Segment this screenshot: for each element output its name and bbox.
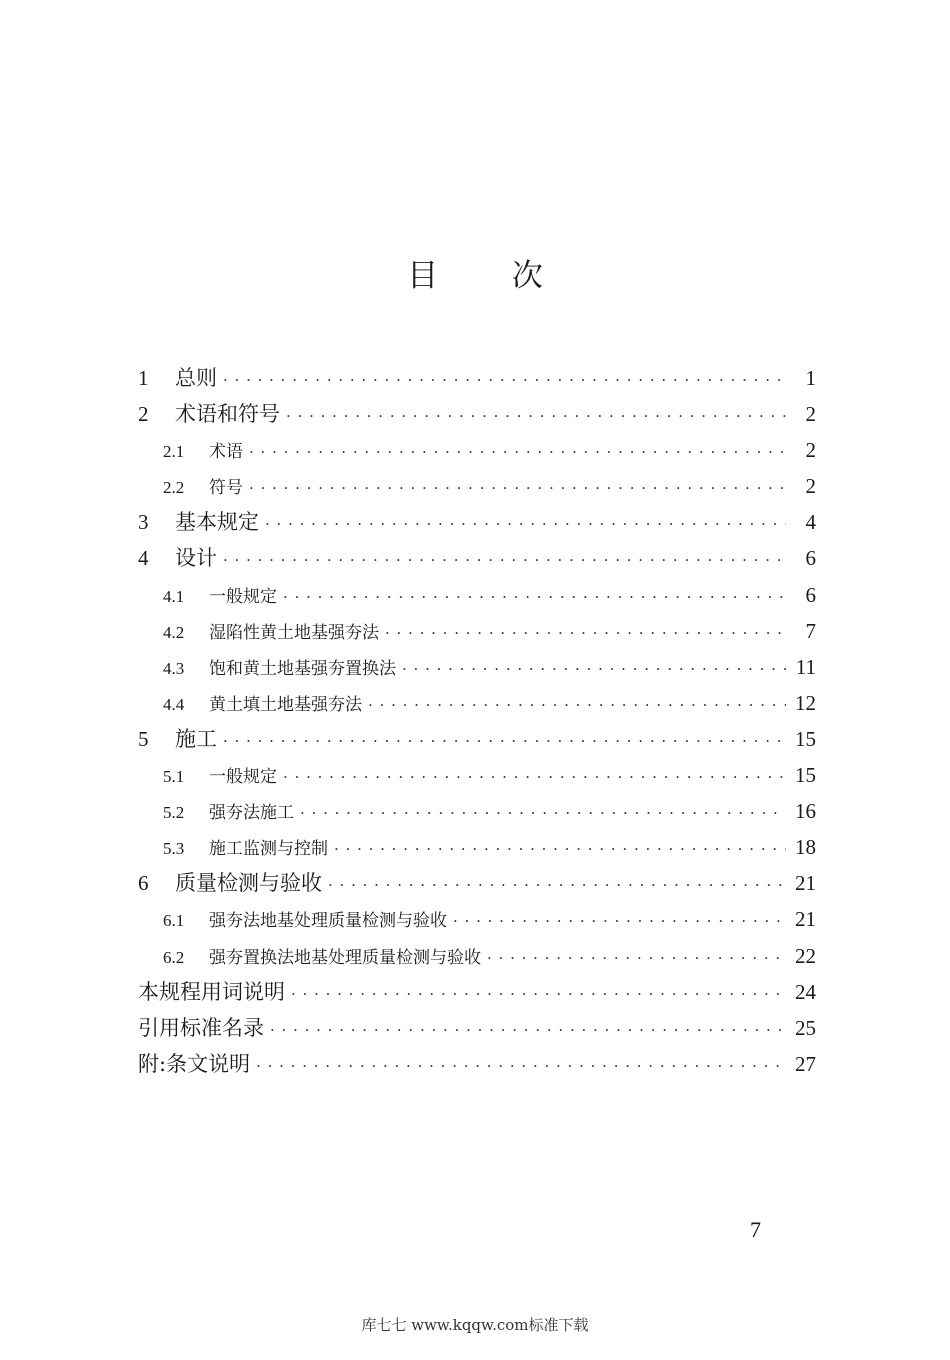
dot-leader <box>223 542 786 578</box>
toc-entry-3[interactable] <box>138 504 816 540</box>
toc-entry-1[interactable] <box>138 360 816 396</box>
toc-entry-title: 一般规定 <box>209 767 277 788</box>
dot-leader <box>487 940 786 976</box>
toc-entry-number: 1 <box>138 366 149 390</box>
toc-entry-title: 施工监测与控制 <box>209 839 328 860</box>
toc-entry-page: 7 <box>805 618 816 643</box>
page-title: 目 次 <box>407 258 575 294</box>
toc-entry-number: 6.2 <box>163 947 185 967</box>
toc-entry-title: 基本规定 <box>175 510 259 535</box>
toc-entry-4-3[interactable] <box>138 649 816 685</box>
toc-entry-number: 4.3 <box>163 658 185 678</box>
toc-entry-title: 术语 <box>209 442 243 463</box>
toc-entry-page: 12 <box>795 690 816 715</box>
dot-leader <box>291 976 786 1012</box>
toc-entry-5-1[interactable] <box>138 757 816 793</box>
toc-entry-title: 质量检测与验收 <box>175 871 322 896</box>
toc-entry-4-1[interactable] <box>138 577 816 613</box>
toc-entry-title: 湿陷性黄土地基强夯法 <box>209 622 379 643</box>
dot-leader <box>286 398 786 434</box>
toc-entry-title: 符号 <box>209 478 243 499</box>
toc-entry-title: 本规程用词说明 <box>138 979 285 1004</box>
toc-entry-number: 5.2 <box>163 803 185 823</box>
toc-entry-page: 2 <box>805 438 816 463</box>
toc-entry-5[interactable] <box>138 721 816 757</box>
toc-entry-title: 术语和符号 <box>175 402 280 427</box>
toc-entry-number: 4.1 <box>163 586 185 606</box>
toc-entry-number: 4.4 <box>163 694 185 714</box>
toc-entry-title: 一般规定 <box>209 586 277 607</box>
dot-leader <box>270 1012 786 1048</box>
toc-entry-number: 2.1 <box>163 442 185 462</box>
toc-entry-page: 18 <box>795 835 816 860</box>
toc-entry-6-1[interactable] <box>138 901 816 937</box>
toc-entry-clause-explanation[interactable] <box>138 1046 816 1082</box>
toc-entry-number: 5.3 <box>163 839 185 859</box>
toc-entry-number: 3 <box>138 510 149 535</box>
toc-entry-title: 施工 <box>175 726 217 751</box>
dot-leader <box>453 903 786 939</box>
toc-entry-wording-explanation[interactable] <box>138 974 816 1010</box>
toc-entry-title: 强夯法施工 <box>209 803 294 824</box>
dot-leader <box>283 759 786 795</box>
toc-entry-title: 设计 <box>175 546 217 571</box>
toc-entry-6-2[interactable] <box>138 938 816 974</box>
toc-entry-page: 25 <box>795 1015 816 1040</box>
toc-entry-page: 2 <box>805 402 816 427</box>
toc-entry-title: 附:条文说明 <box>138 1051 251 1076</box>
toc-entry-title: 引用标准名录 <box>138 1015 264 1040</box>
toc-entry-2-1[interactable] <box>138 432 816 468</box>
toc-entry-number: 6.1 <box>163 911 185 931</box>
dot-leader <box>300 795 786 831</box>
dot-leader <box>249 470 786 506</box>
dot-leader <box>256 1048 786 1084</box>
toc-entry-2[interactable] <box>138 396 816 432</box>
toc-entry-6[interactable] <box>138 865 816 901</box>
toc-entry-page: 6 <box>805 582 816 607</box>
toc-entry-referenced-standards[interactable] <box>138 1010 816 1046</box>
dot-leader <box>249 434 786 470</box>
toc-entry-5-2[interactable] <box>138 793 816 829</box>
toc-entry-title: 黄土填土地基强夯法 <box>209 694 362 715</box>
toc-entry-page: 11 <box>795 654 816 679</box>
toc-entry-number: 2.2 <box>163 478 185 498</box>
toc-entry-title: 总则 <box>175 366 217 390</box>
toc-entry-page: 15 <box>795 726 816 751</box>
toc-entry-number: 5.1 <box>163 767 185 787</box>
toc-entry-number: 6 <box>138 871 149 896</box>
toc-entry-page: 27 <box>795 1051 816 1076</box>
toc-entry-number: 4 <box>138 546 149 571</box>
toc-entry-page: 22 <box>795 943 816 968</box>
dot-leader <box>368 687 786 723</box>
toc-entry-title: 强夯法地基处理质量检测与验收 <box>209 911 447 932</box>
toc-entry-page: 4 <box>805 510 816 535</box>
dot-leader <box>265 506 786 542</box>
toc-entry-page: 6 <box>805 546 816 571</box>
toc-entry-page: 21 <box>795 907 816 932</box>
toc-entry-number: 2 <box>138 402 149 427</box>
toc-entry-title: 饱和黄土地基强夯置换法 <box>209 658 396 679</box>
dot-leader <box>283 579 786 615</box>
toc-entry-5-3[interactable] <box>138 829 816 865</box>
page-number: 7 <box>750 1217 761 1242</box>
toc-entry-title: 强夯置换法地基处理质量检测与验收 <box>209 947 481 968</box>
dot-leader <box>334 831 786 867</box>
toc-entry-page: 16 <box>795 799 816 824</box>
toc-entry-number: 5 <box>138 726 149 751</box>
dot-leader <box>402 651 786 687</box>
dot-leader <box>223 723 786 759</box>
toc-entry-page: 2 <box>805 474 816 499</box>
toc-entry-4-4[interactable] <box>138 685 816 721</box>
toc-entry-page: 24 <box>795 979 816 1004</box>
toc-entry-page: 21 <box>795 871 816 896</box>
footer-watermark: 库七七 www.kqqw.com标准下载 <box>361 1316 589 1334</box>
toc-entry-4[interactable] <box>138 540 816 576</box>
dot-leader <box>385 615 786 651</box>
table-of-contents <box>138 360 816 1082</box>
toc-entry-4-2[interactable] <box>138 613 816 649</box>
toc-entry-2-2[interactable] <box>138 468 816 504</box>
dot-leader <box>223 362 786 398</box>
toc-entry-number: 4.2 <box>163 622 185 642</box>
toc-entry-page: 1 <box>805 366 816 390</box>
toc-entry-page: 15 <box>795 763 816 788</box>
dot-leader <box>328 867 786 903</box>
